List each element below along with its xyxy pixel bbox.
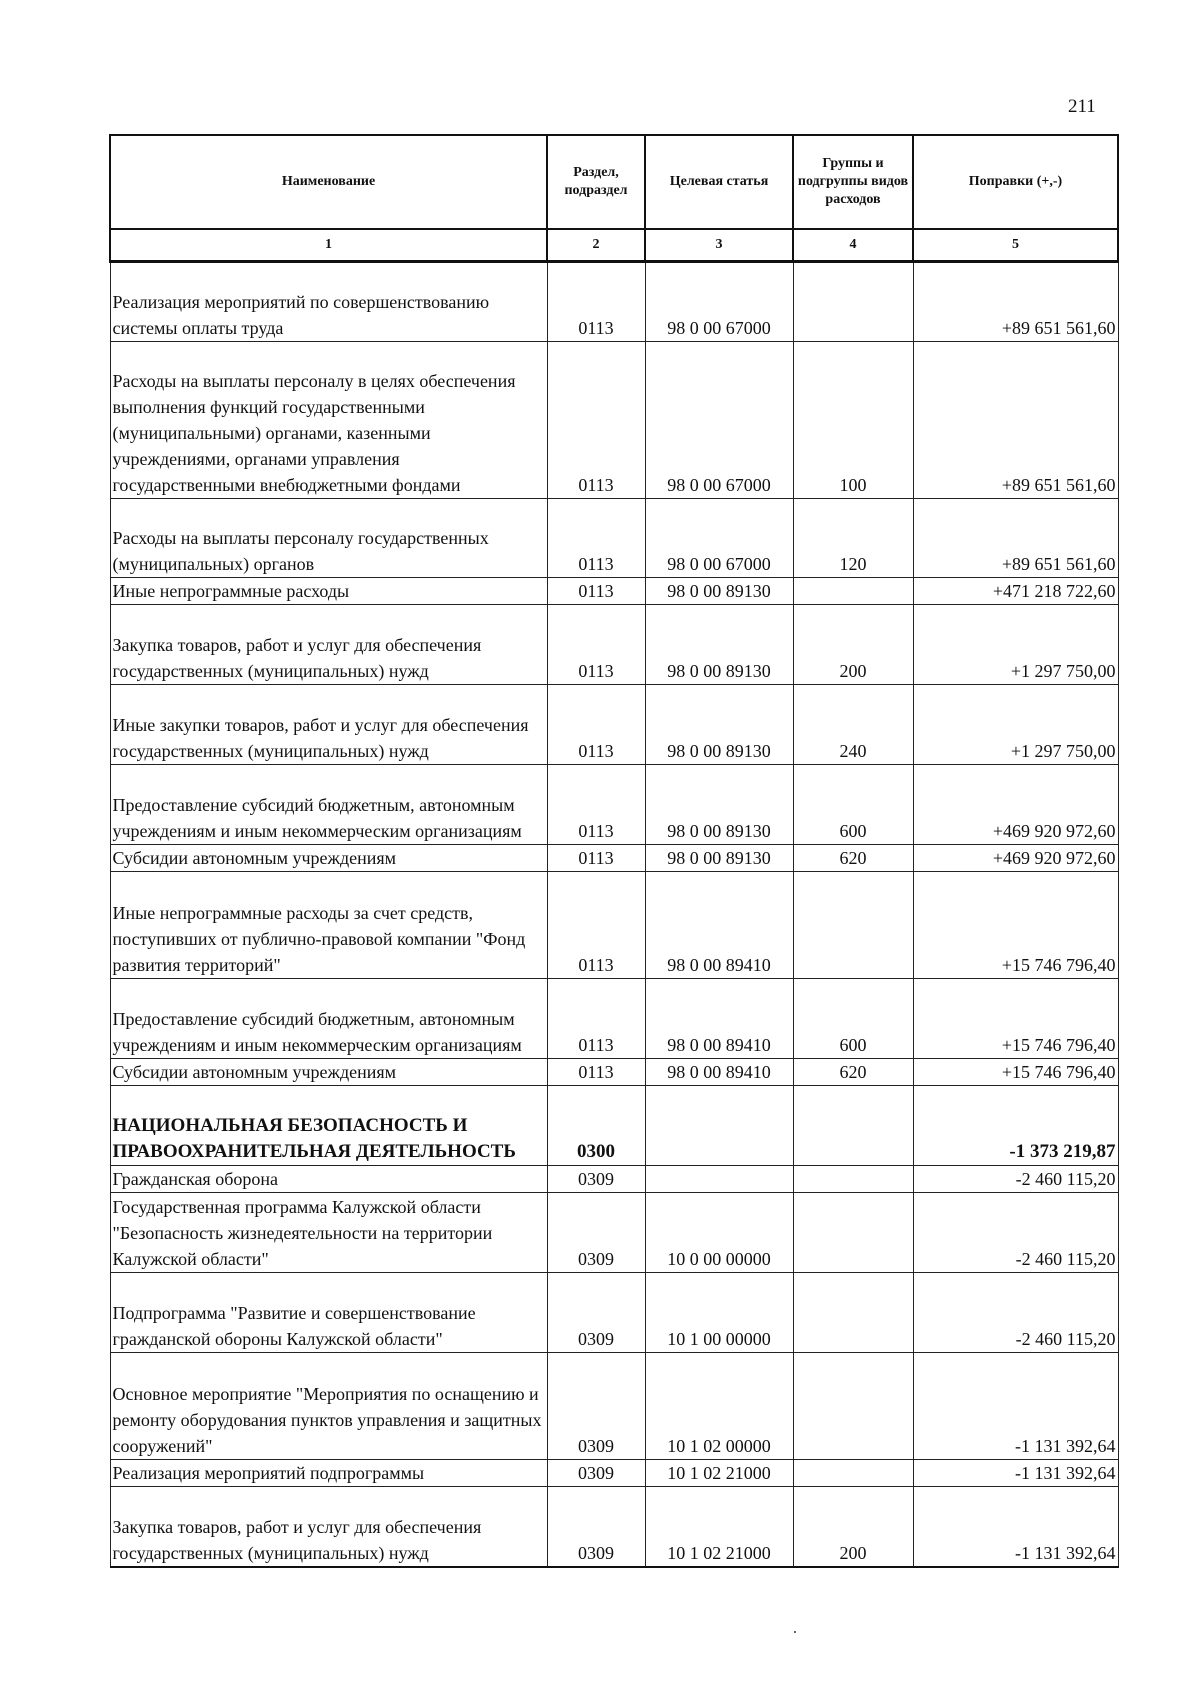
row-group: 100: [793, 342, 913, 499]
header-target: Целевая статья: [645, 135, 793, 229]
table-row: [110, 845, 1118, 872]
row-section: 0113: [547, 979, 645, 1059]
row-name: Иные непрограммные расходы за счет средств, поступивших от публично-правовой компании "Фонд развития территорий": [110, 872, 547, 979]
row-name: Гражданская оборона: [110, 1166, 547, 1193]
row-amount: +15 746 796,40: [913, 872, 1118, 979]
row-target: 10 1 02 21000: [645, 1460, 793, 1487]
row-name: Иные непрограммные расходы: [110, 578, 547, 605]
row-section: 0113: [547, 845, 645, 872]
row-name: Субсидии автономным учреждениям: [110, 845, 547, 872]
row-group: [793, 1086, 913, 1166]
row-section: 0113: [547, 872, 645, 979]
table-row: [110, 1193, 1118, 1273]
col-number: 3: [645, 229, 793, 262]
table-row: [110, 1460, 1118, 1487]
table-row: [110, 605, 1118, 685]
row-name: Реализация мероприятий по совершенствованию системы оплаты труда: [110, 262, 547, 342]
table-row: [110, 1273, 1118, 1353]
row-section: 0309: [547, 1193, 645, 1273]
row-amount: -2 460 115,20: [913, 1166, 1118, 1193]
col-number: 2: [547, 229, 645, 262]
row-target: 98 0 00 89130: [645, 605, 793, 685]
row-name: НАЦИОНАЛЬНАЯ БЕЗОПАСНОСТЬ И ПРАВООХРАНИТЕЛЬНАЯ ДЕЯТЕЛЬНОСТЬ: [110, 1086, 547, 1166]
table-row: [110, 1487, 1118, 1567]
col-number: 4: [793, 229, 913, 262]
row-name: Предоставление субсидий бюджетным, автономным учреждениям и иным некоммерческим организациям: [110, 765, 547, 845]
row-target: 98 0 00 89130: [645, 578, 793, 605]
header-name: Наименование: [110, 135, 547, 229]
row-group: 240: [793, 685, 913, 765]
table-row: [110, 578, 1118, 605]
row-section: 0113: [547, 685, 645, 765]
row-section: 0309: [547, 1353, 645, 1460]
row-amount: +89 651 561,60: [913, 262, 1118, 342]
row-amount: +1 297 750,00: [913, 605, 1118, 685]
table-row: [110, 765, 1118, 845]
row-section: 0113: [547, 605, 645, 685]
table-row: [110, 685, 1118, 765]
row-amount: +471 218 722,60: [913, 578, 1118, 605]
row-section: 0113: [547, 1059, 645, 1086]
row-group: [793, 1193, 913, 1273]
scan-speck: [794, 1631, 796, 1633]
row-target: 10 1 02 21000: [645, 1487, 793, 1567]
table-row: [110, 1353, 1118, 1460]
row-amount: -1 131 392,64: [913, 1487, 1118, 1567]
row-section: 0309: [547, 1460, 645, 1487]
row-group: 200: [793, 1487, 913, 1567]
row-amount: -2 460 115,20: [913, 1273, 1118, 1353]
row-group: [793, 578, 913, 605]
row-amount: -1 131 392,64: [913, 1460, 1118, 1487]
table-row: [110, 979, 1118, 1059]
row-target: 10 0 00 00000: [645, 1193, 793, 1273]
row-name: Иные закупки товаров, работ и услуг для обеспечения государственных (муниципальных) нужд: [110, 685, 547, 765]
row-target: 98 0 00 89410: [645, 872, 793, 979]
row-target: 10 1 00 00000: [645, 1273, 793, 1353]
row-name: Предоставление субсидий бюджетным, автономным учреждениям и иным некоммерческим организациям: [110, 979, 547, 1059]
row-section: 0113: [547, 765, 645, 845]
col-number: 5: [913, 229, 1118, 262]
row-name: Расходы на выплаты персоналу в целях обеспечения выполнения функций государственными (муниципальными) органами, казенными учреждениями, органами управления государственными внебюджетными фондами: [110, 342, 547, 499]
row-name: Закупка товаров, работ и услуг для обеспечения государственных (муниципальных) нужд: [110, 1487, 547, 1567]
row-group: [793, 872, 913, 979]
header-amendments: Поправки (+,-): [913, 135, 1118, 229]
page-number: 211: [1068, 96, 1096, 117]
table-row: [110, 342, 1118, 499]
header-groups: Группы и подгруппы видов расходов: [793, 135, 913, 229]
table-row: [110, 1059, 1118, 1086]
row-section: 0309: [547, 1166, 645, 1193]
row-target: 98 0 00 67000: [645, 262, 793, 342]
row-amount: -2 460 115,20: [913, 1193, 1118, 1273]
row-target: [645, 1086, 793, 1166]
row-name: Субсидии автономным учреждениям: [110, 1059, 547, 1086]
row-section: 0113: [547, 499, 645, 578]
row-amount: -1 131 392,64: [913, 1353, 1118, 1460]
row-amount: +89 651 561,60: [913, 342, 1118, 499]
row-section: 0309: [547, 1487, 645, 1567]
col-number: 1: [110, 229, 547, 262]
row-target: 98 0 00 89410: [645, 1059, 793, 1086]
row-target: 98 0 00 89130: [645, 765, 793, 845]
row-section: 0113: [547, 342, 645, 499]
row-group: [793, 1273, 913, 1353]
row-amount: -1 373 219,87: [913, 1086, 1118, 1166]
row-name: Закупка товаров, работ и услуг для обеспечения государственных (муниципальных) нужд: [110, 605, 547, 685]
row-amount: +1 297 750,00: [913, 685, 1118, 765]
row-target: 98 0 00 67000: [645, 342, 793, 499]
row-name: Основное мероприятие "Мероприятия по оснащению и ремонту оборудования пунктов управления и защитных сооружений": [110, 1353, 547, 1460]
row-group: [793, 1460, 913, 1487]
row-group: 120: [793, 499, 913, 578]
table-row: [110, 262, 1118, 342]
row-group: 200: [793, 605, 913, 685]
row-section: 0309: [547, 1273, 645, 1353]
row-amount: +469 920 972,60: [913, 765, 1118, 845]
row-target: 98 0 00 89410: [645, 979, 793, 1059]
row-amount: +15 746 796,40: [913, 979, 1118, 1059]
row-name: Подпрограмма "Развитие и совершенствование гражданской обороны Калужской области": [110, 1273, 547, 1353]
row-amount: +469 920 972,60: [913, 845, 1118, 872]
row-amount: +89 651 561,60: [913, 499, 1118, 578]
table-row: [110, 1166, 1118, 1193]
row-group: 620: [793, 1059, 913, 1086]
row-group: [793, 1353, 913, 1460]
row-name: Реализация мероприятий подпрограммы: [110, 1460, 547, 1487]
row-target: [645, 1166, 793, 1193]
table-row-section-heading: [110, 1086, 1118, 1166]
row-name: Расходы на выплаты персоналу государственных (муниципальных) органов: [110, 499, 547, 578]
row-section: 0113: [547, 578, 645, 605]
row-section: 0113: [547, 262, 645, 342]
row-target: 98 0 00 67000: [645, 499, 793, 578]
row-group: 600: [793, 979, 913, 1059]
budget-amendments-table: [109, 134, 1119, 1568]
row-section: 0300: [547, 1086, 645, 1166]
row-target: 10 1 02 00000: [645, 1353, 793, 1460]
header-section: Раздел, подраздел: [547, 135, 645, 229]
row-group: [793, 262, 913, 342]
row-group: 600: [793, 765, 913, 845]
row-group: [793, 1166, 913, 1193]
row-target: 98 0 00 89130: [645, 845, 793, 872]
table-row: [110, 499, 1118, 578]
row-group: 620: [793, 845, 913, 872]
table-row: [110, 872, 1118, 979]
row-amount: +15 746 796,40: [913, 1059, 1118, 1086]
row-name: Государственная программа Калужской области "Безопасность жизнедеятельности на территории Калужской области": [110, 1193, 547, 1273]
row-target: 98 0 00 89130: [645, 685, 793, 765]
